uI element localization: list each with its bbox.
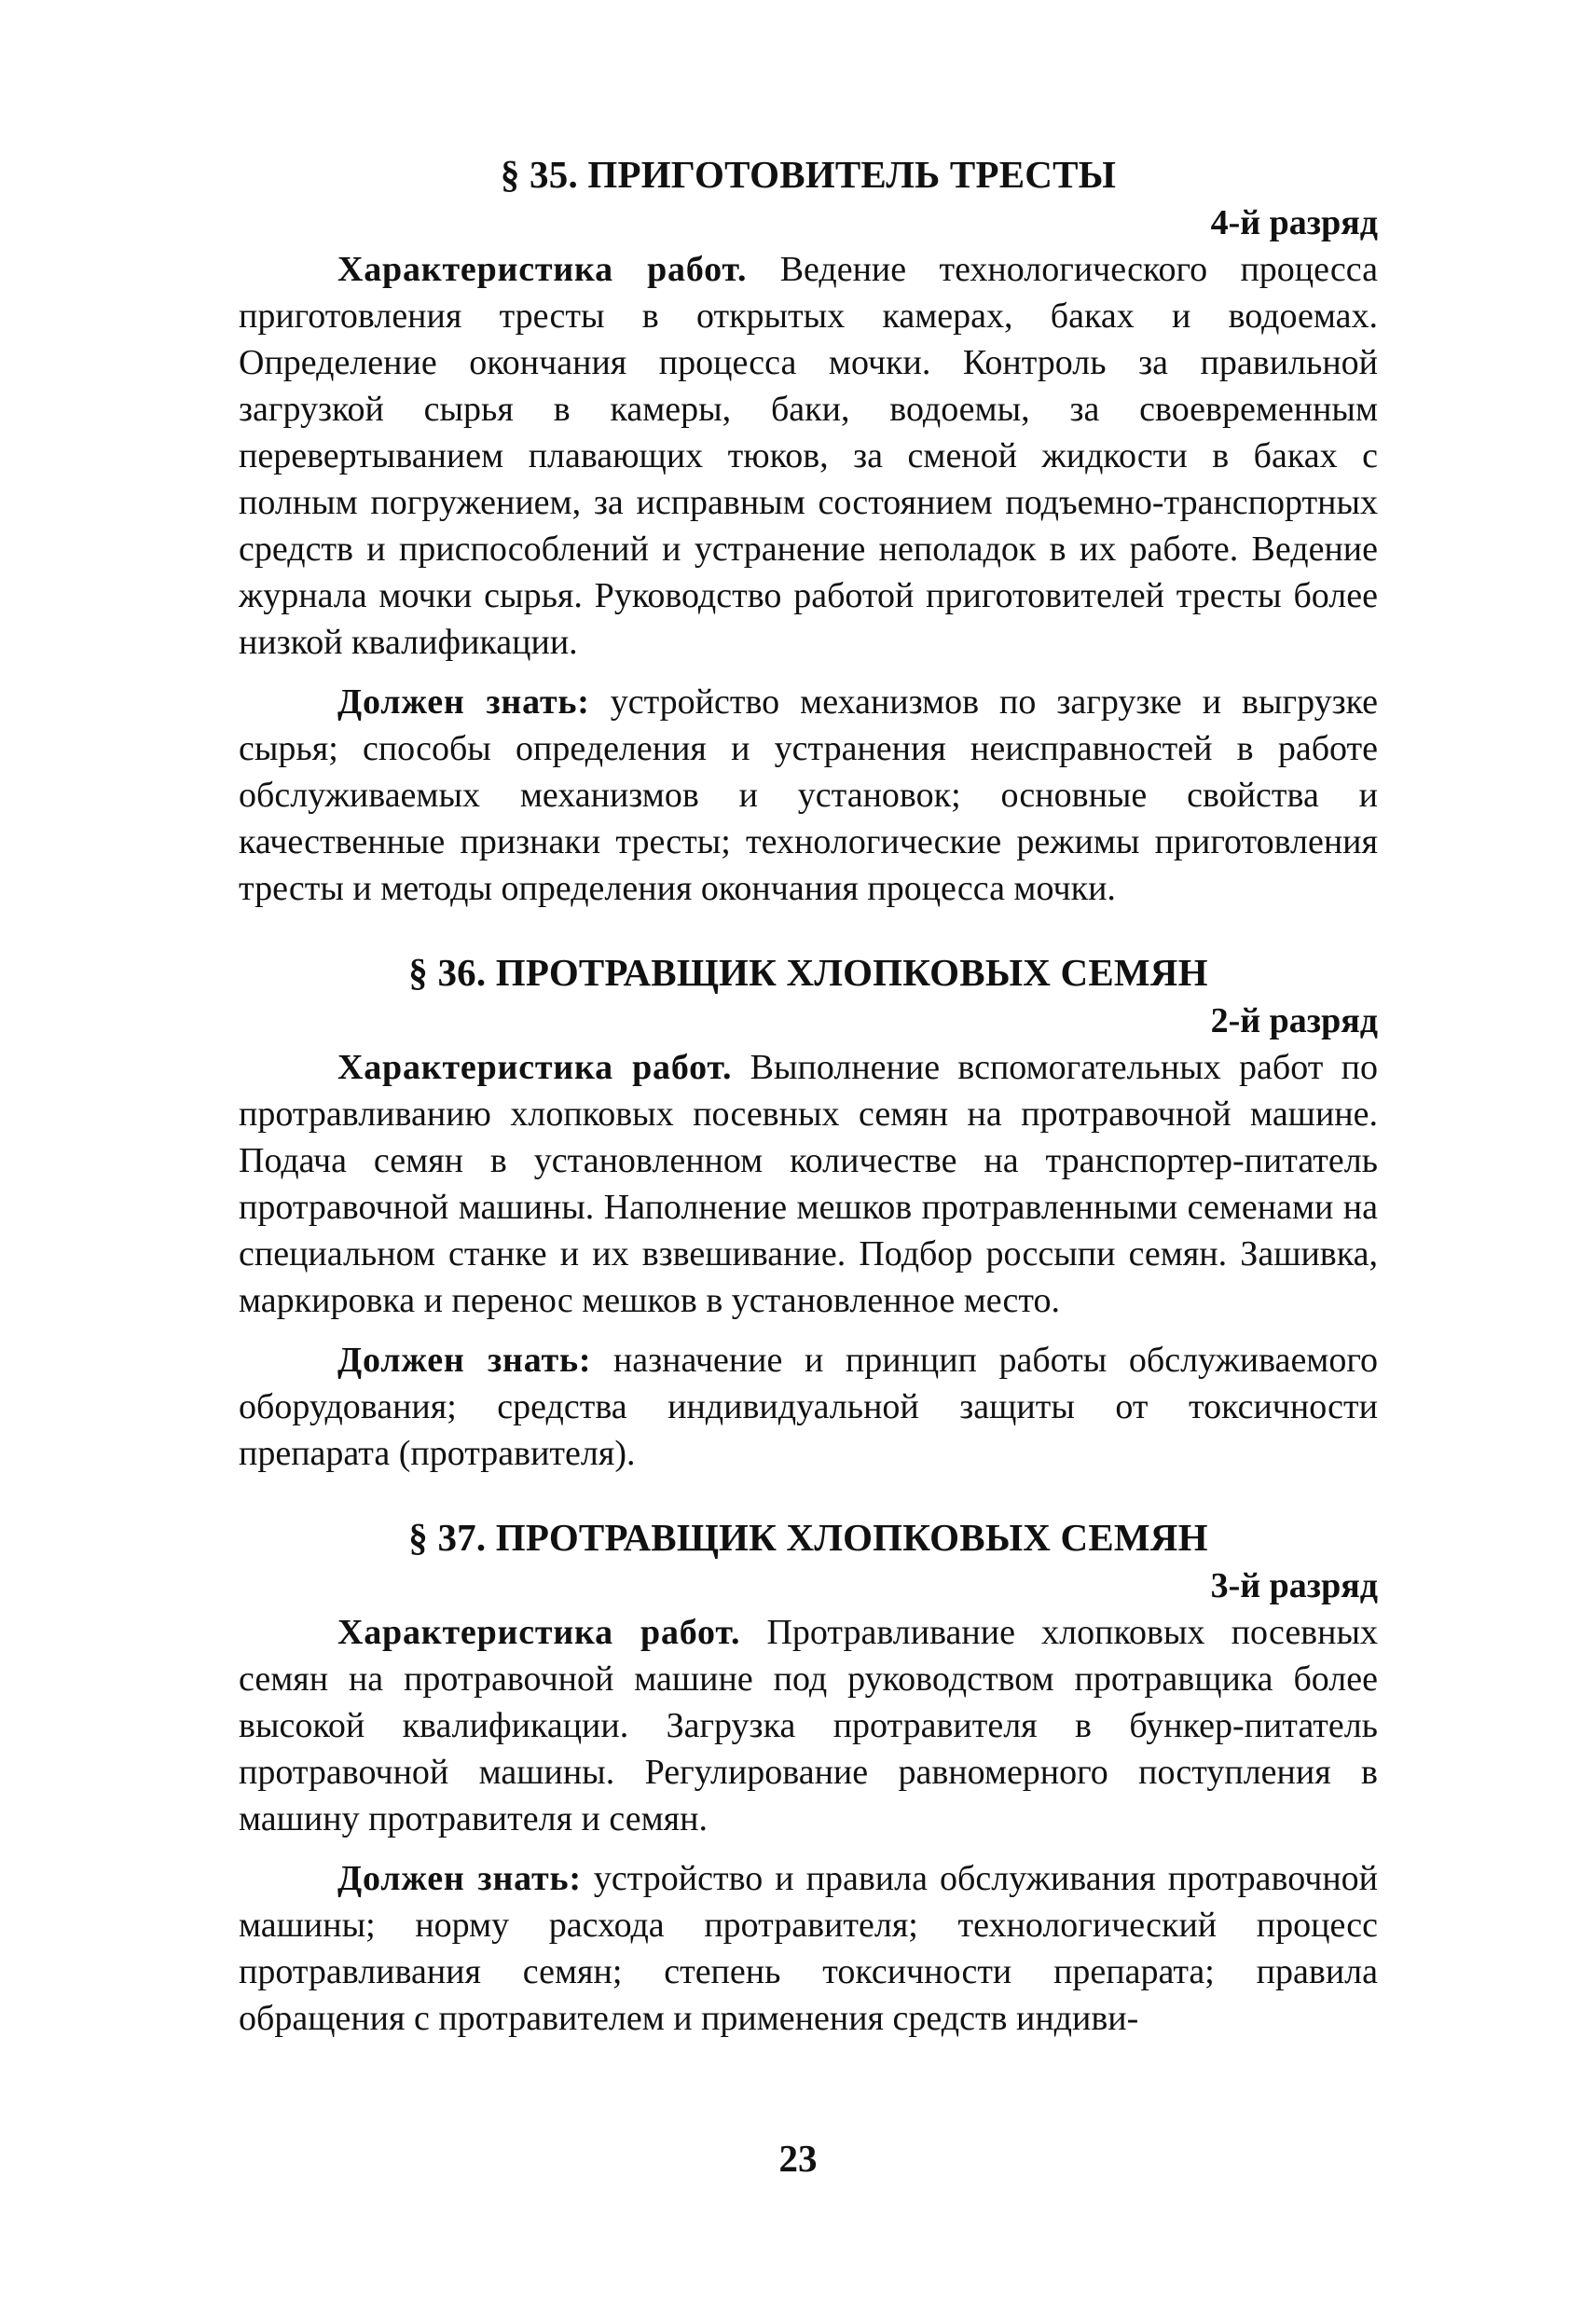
must-know-label: Должен знать: <box>337 682 590 722</box>
must-know-paragraph <box>239 679 1378 912</box>
section-35 <box>239 149 1378 912</box>
characteristic-label: Характеристика работ. <box>337 1613 741 1652</box>
page-content <box>239 149 1378 2042</box>
characteristic-paragraph <box>239 1044 1378 1324</box>
section-title: § 35. ПРИГОТОВИТЕЛЬ ТРЕСТЫ <box>500 153 1117 196</box>
characteristic-text: Выполнение вспомогательных работ по протравливанию хлопковых посевных семян на протравочной машине. Подача семян в установленном количестве на транспортер-питатель протравочной машины. Наполнение мешков протравленными семенами на специальном станке и их взвешивание. Подбор россыпи семян. Зашивка, маркировка и перенос мешков в установленное место. <box>239 1048 1378 1320</box>
characteristic-paragraph <box>239 246 1378 666</box>
characteristic-text: Ведение технологического процесса приготовления тресты в открытых камерах, баках и водоемах. Определение окончания процесса мочки. Контроль за правильной загрузкой сырья в камеры, баки, водоемы, за своевременным перевертыванием плавающих тюков, за сменой жидкости в баках с полным погружением, за исправным состоянием подъемно-транспортных средств и приспособлений и устранение неполадок в их работе. Ведение журнала мочки сырья. Руководство работой приготовителей тресты более низкой квалификации. <box>239 250 1378 662</box>
must-know-paragraph <box>239 1337 1378 1477</box>
characteristic-text: Протравливание хлопковых посевных семян на протравочной машине под руководством протравщика более высокой квалификации. Загрузка протравителя в бункер-питатель протравочной машины. Регулирование равномерного поступления в машину протравителя и семян. <box>239 1613 1378 1838</box>
characteristic-paragraph <box>239 1609 1378 1842</box>
must-know-paragraph <box>239 1855 1378 2042</box>
must-know-text: устройство и правила обслуживания протравочной машины; норму расхода протравителя; технологический процесс протравливания семян; степень токсичности препарата; правила обращения с протравителем и применения средств индиви- <box>239 1859 1378 2038</box>
section-title: § 36. ПРОТРАВЩИК ХЛОПКОВЫХ СЕМЯН <box>408 951 1208 994</box>
must-know-text: устройство механизмов по загрузке и выгрузке сырья; способы определения и устранения неисправностей в работе обслуживаемых механизмов и установок; основные свойства и качественные признаки тресты; технологические режимы приготовления тресты и методы определения окончания процесса мочки. <box>239 682 1378 908</box>
characteristic-label: Характеристика работ. <box>337 250 748 289</box>
grade-label: 3-й разряд <box>1210 1566 1378 1605</box>
must-know-label: Должен знать: <box>337 1341 592 1380</box>
must-know-text: назначение и принцип работы обслуживаемого оборудования; средства индивидуальной защиты от токсичности препарата (протравителя). <box>239 1341 1378 1473</box>
grade-label: 2-й разряд <box>1210 1001 1378 1040</box>
characteristic-label: Характеристика работ. <box>337 1048 733 1087</box>
section-37 <box>239 1512 1378 2042</box>
section-title: § 37. ПРОТРАВЩИК ХЛОПКОВЫХ СЕМЯН <box>408 1516 1208 1559</box>
section-36 <box>239 947 1378 1477</box>
grade-label: 4-й разряд <box>1210 203 1378 242</box>
page-number: 23 <box>778 2137 818 2180</box>
must-know-label: Должен знать: <box>337 1859 582 1898</box>
